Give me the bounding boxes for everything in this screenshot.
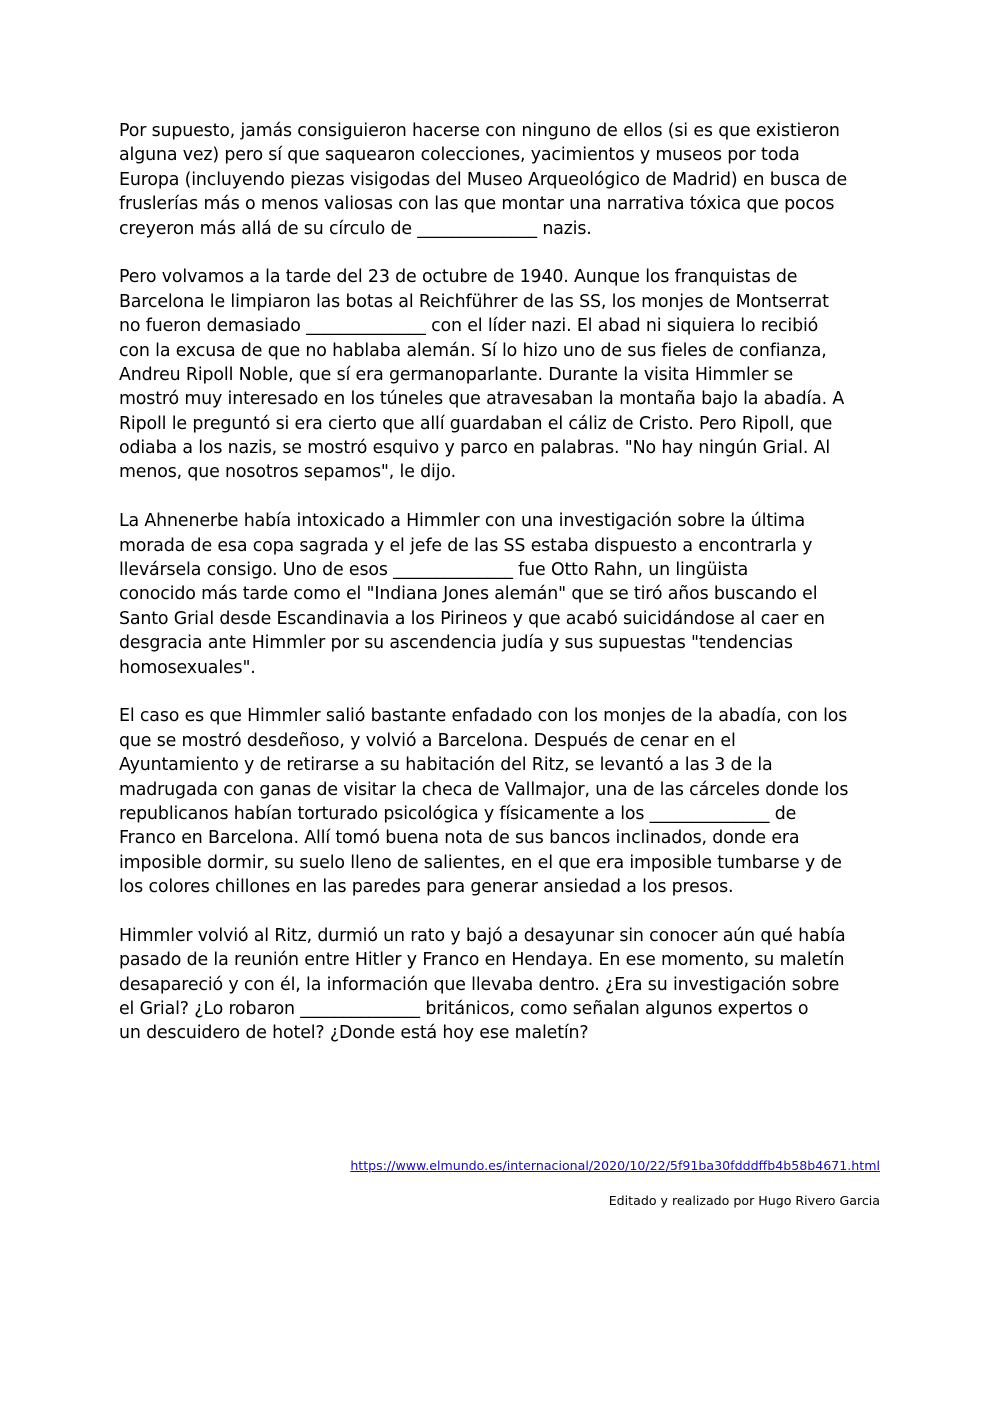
paragraph-line: Ripoll le preguntó si era cierto que allí guardaban el cáliz de Cristo. Pero Ripoll, que (119, 413, 833, 434)
paragraph-line: republicanos habían torturado psicológica y físicamente a los ______________ de (119, 803, 797, 824)
paragraph-line: madrugada con ganas de visitar la checa de Vallmajor, una de las cárceles donde los (119, 779, 849, 800)
paragraph-line: desapareció y con él, la información que llevaba dentro. ¿Era su investigación sobre (119, 974, 840, 995)
paragraph-line: conocido más tarde como el "Indiana Jones alemán" que se tiró años buscando el (119, 584, 818, 605)
paragraph-line: morada de esa copa sagrada y el jefe de las SS estaba dispuesto a encontrarla y (119, 535, 813, 556)
paragraph-2 (119, 265, 889, 485)
paragraph-line: El caso es que Himmler salió bastante enfadado con los monjes de la abadía, con los (119, 706, 848, 727)
paragraph-line: Andreu Ripoll Noble, que sí era germanoparlante. Durante la visita Himmler se (119, 364, 794, 385)
article-body (119, 119, 889, 1070)
paragraph-line: Europa (incluyendo piezas visigodas del Museo Arqueológico de Madrid) en busca de (119, 169, 848, 190)
paragraph-line: imposible dormir, su suelo lleno de salientes, en el que era imposible tumbarse y de (119, 852, 842, 873)
paragraph-line: Barcelona le limpiaron las botas al Reichführer de las SS, los monjes de Montserrat (119, 291, 829, 312)
paragraph-4 (119, 704, 889, 899)
paragraph-line: Santo Grial desde Escandinavia a los Pirineos y que acabó suicidándose al caer en (119, 608, 825, 629)
paragraph-line: un descuidero de hotel? ¿Donde está hoy ese maletín? (119, 1023, 589, 1044)
paragraph-line: menos, que nosotros sepamos", le dijo. (119, 462, 456, 483)
paragraph-line: Franco en Barcelona. Allí tomó buena nota de sus bancos inclinados, donde era (119, 828, 800, 849)
paragraph-line: creyeron más allá de su círculo de ______________ nazis. (119, 218, 592, 239)
paragraph-line: los colores chillones en las paredes para generar ansiedad a los presos. (119, 877, 734, 898)
paragraph-line: Por supuesto, jamás consiguieron hacerse con ninguno de ellos (si es que existieron (119, 121, 840, 141)
paragraph-line: no fueron demasiado ______________ con el líder nazi. El abad ni siquiera lo recibió (119, 316, 819, 337)
paragraph-line: mostró muy interesado en los túneles que atravesaban la montaña bajo la abadía. A (119, 389, 845, 410)
paragraph-line: La Ahnenerbe había intoxicado a Himmler con una investigación sobre la última (119, 511, 806, 532)
paragraph-line: desgracia ante Himmler por su ascendencia judía y sus supuestas "tendencias (119, 633, 793, 654)
paragraph-line: llevársela consigo. Uno de esos ______________ fue Otto Rahn, un lingüista (119, 560, 749, 581)
paragraph-line: que se mostró desdeñoso, y volvió a Barcelona. Después de cenar en el (119, 730, 736, 751)
author-credit: Editado y realizado por Hugo Rivero Garcia (608, 1193, 880, 1208)
paragraph-line: fruslerías más o menos valiosas con las que montar una narrativa tóxica que pocos (119, 194, 835, 215)
paragraph-line: con la excusa de que no hablaba alemán. Sí lo hizo uno de sus fieles de confianza, (119, 340, 827, 361)
paragraph-5 (119, 924, 889, 1046)
paragraph-line: homosexuales". (119, 657, 256, 678)
paragraph-line: alguna vez) pero sí que saquearon colecciones, yacimientos y museos por toda (119, 145, 800, 166)
paragraph-line: el Grial? ¿Lo robaron ______________ británicos, como señalan algunos expertos o (119, 999, 809, 1020)
paragraph-1 (119, 119, 889, 241)
paragraph-line: pasado de la reunión entre Hitler y Franco en Hendaya. En ese momento, su maletín (119, 950, 845, 971)
paragraph-line: Pero volvamos a la tarde del 23 de octubre de 1940. Aunque los franquistas de (119, 267, 798, 288)
paragraph-line: Himmler volvió al Ritz, durmió un rato y bajó a desayunar sin conocer aún qué había (119, 925, 846, 946)
paragraph-line: odiaba a los nazis, se mostró esquivo y parco en palabras. "No hay ningún Grial. Al (119, 438, 831, 459)
paragraph-3 (119, 509, 889, 680)
source-link[interactable]: https://www.elmundo.es/internacional/2020/10/22/5f91ba30fdddffb4b58b4671.html (350, 1158, 880, 1173)
paragraph-line: Ayuntamiento y de retirarse a su habitación del Ritz, se levantó a las 3 de la (119, 755, 773, 776)
